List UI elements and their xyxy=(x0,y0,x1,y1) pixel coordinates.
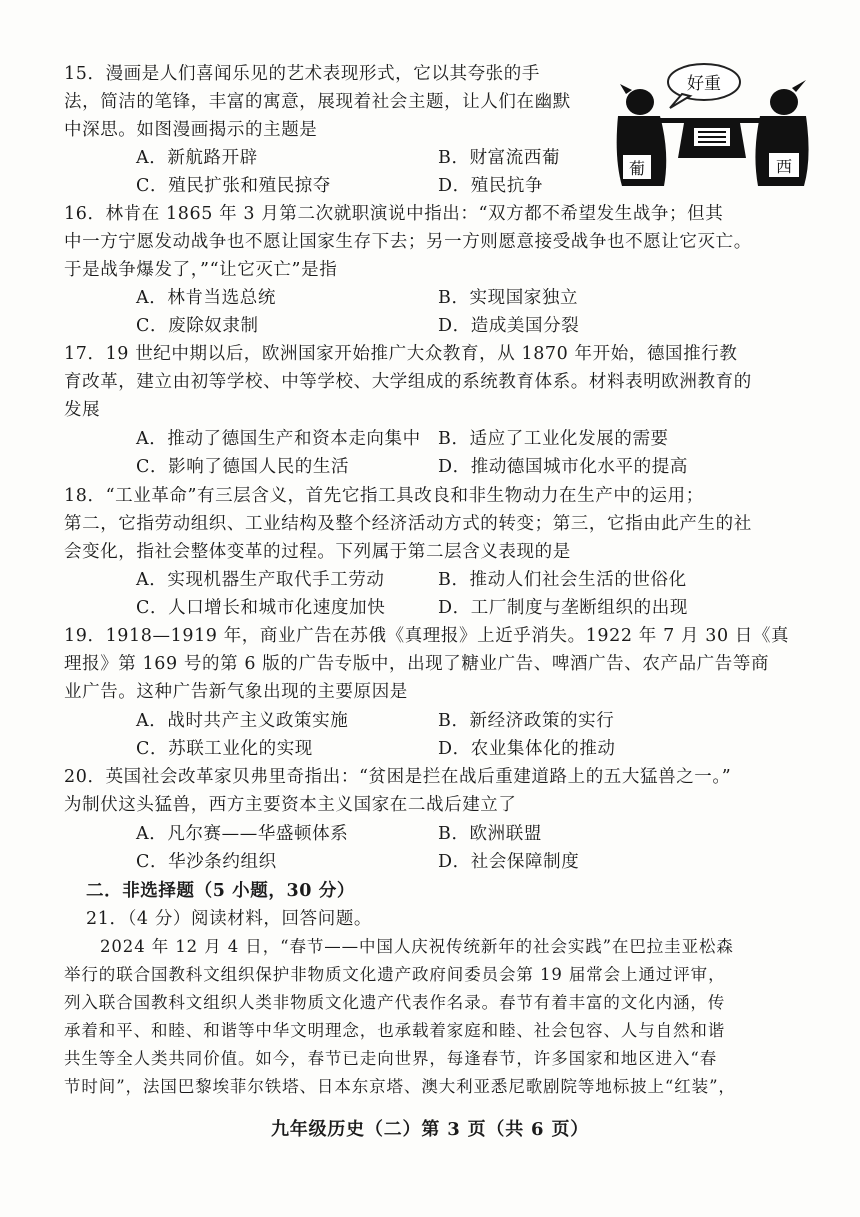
q16-line-1: 16．林肯在 1865 年 3 月第二次就职演说中指出：“双方都不希望发生战争；但其 xyxy=(64,204,724,224)
cartoon-bubble-text: 好重 xyxy=(687,74,721,94)
q16-option-d: D．造成美国分裂 xyxy=(438,316,580,336)
q18-line-3: 会变化，指社会整体变革的过程。下列属于第二层含义表现的是 xyxy=(64,542,571,562)
q16-line-3: 于是战争爆发了，”“让它灭亡”是指 xyxy=(64,260,338,280)
q19-option-d: D．农业集体化的推动 xyxy=(438,739,616,759)
q20-option-d: D．社会保障制度 xyxy=(438,852,580,872)
q16-option-a: A．林肯当选总统 xyxy=(136,288,276,308)
q15-line-3: 中深思。如图漫画揭示的主题是 xyxy=(64,120,318,140)
q21-material-line-2: 举行的联合国教科文组织保护非物质文化遗产政府间委员会第 19 届常会上通过评审， xyxy=(64,965,726,984)
q17-option-d: D．推动德国城市化水平的提高 xyxy=(438,457,688,477)
q19-line-1: 19．1918—1919 年，商业广告在苏俄《真理报》上近乎消失。1922 年 7 月 30 日《真 xyxy=(64,626,790,646)
q20-line-1: 20．英国社会改革家贝弗里奇指出：“贫困是拦在战后重建道路上的五大猛兽之一。” xyxy=(64,767,732,787)
q17-line-1: 17．19 世纪中期以后，欧洲国家开始推广大众教育，从 1870 年开始，德国推行教 xyxy=(64,344,738,364)
cartoon-left-sign: 葡 xyxy=(628,159,646,178)
page-footer: 九年级历史（二）第 3 页（共 6 页） xyxy=(270,1119,590,1140)
q15-line-2: 法，简洁的笔锋，丰富的寓意，展现着社会主题，让人们在幽默 xyxy=(64,92,571,112)
q15-option-b: B．财富流西葡 xyxy=(438,148,561,168)
q18-option-a: A．实现机器生产取代手工劳动 xyxy=(136,570,385,590)
q20-option-c: C．华沙条约组织 xyxy=(136,852,277,872)
cartoon-image xyxy=(612,58,812,198)
q18-option-b: B．推动人们社会生活的世俗化 xyxy=(438,570,687,590)
q15-line-1: 15．漫画是人们喜闻乐见的艺术表现形式，它以其夸张的手 xyxy=(64,64,540,84)
q21-material-line-1: 2024 年 12 月 4 日，“春节——中国人庆祝传统新年的社会实践”在巴拉圭亚松森 xyxy=(100,937,734,956)
q17-option-b: B．适应了工业化发展的需要 xyxy=(438,429,669,449)
q17-option-c: C．影响了德国人民的生活 xyxy=(136,457,350,477)
q18-line-2: 第二，它指劳动组织、工业结构及整个经济活动方式的转变；第三，它指由此产生的社 xyxy=(64,514,752,534)
q21-material-line-6: 节时间”，法国巴黎埃菲尔铁塔、日本东京塔、澳大利亚悉尼歌剧院等地标披上“红装”， xyxy=(64,1077,736,1096)
q15-option-d: D．殖民抗争 xyxy=(438,176,544,196)
q17-line-2: 育改革，建立由初等学校、中等学校、大学组成的系统教育体系。材料表明欧洲教育的 xyxy=(64,372,752,392)
q20-option-b: B．欧洲联盟 xyxy=(438,824,542,844)
q21-material-line-5: 共生等全人类共同价值。如今，春节已走向世界，每逢春节，许多国家和地区进入“春 xyxy=(64,1049,718,1068)
q18-option-c: C．人口增长和城市化速度加快 xyxy=(136,598,386,618)
q18-line-1: 18．“工业革命”有三层含义，首先它指工具改良和非生物动力在生产中的运用； xyxy=(64,486,704,506)
q16-option-b: B．实现国家独立 xyxy=(438,288,579,308)
q19-option-b: B．新经济政策的实行 xyxy=(438,711,615,731)
q21-prompt: 21．（4 分）阅读材料，回答问题。 xyxy=(86,909,373,929)
q18-option-d: D．工厂制度与垄断组织的出现 xyxy=(438,598,688,618)
cartoon-right-sign: 西 xyxy=(775,157,793,176)
q19-line-3: 业广告。这种广告新气象出现的主要原因是 xyxy=(64,682,408,702)
q19-option-a: A．战时共产主义政策实施 xyxy=(136,711,349,731)
q16-line-2: 中一方宁愿发动战争也不愿让国家生存下去；另一方则愿意接受战争也不愿让它灭亡。 xyxy=(64,232,752,252)
q21-material-line-3: 列入联合国教科文组织人类非物质文化遗产代表作名录。春节有着丰富的文化内涵，传 xyxy=(64,993,726,1012)
q20-option-a: A．凡尔赛——华盛顿体系 xyxy=(136,824,349,844)
q21-material-line-4: 承着和平、和睦、和谐等中华文明理念，也承载着家庭和睦、社会包容、人与自然和谐 xyxy=(64,1021,726,1040)
q15-option-c: C．殖民扩张和殖民掠夺 xyxy=(136,176,331,196)
q16-option-c: C．废除奴隶制 xyxy=(136,316,259,336)
q20-line-2: 为制伏这头猛兽，西方主要资本主义国家在二战后建立了 xyxy=(64,795,517,815)
q17-option-a: A．推动了德国生产和资本走向集中 xyxy=(136,429,421,449)
q17-line-3: 发展 xyxy=(64,400,101,420)
q19-option-c: C．苏联工业化的实现 xyxy=(136,739,313,759)
q15-option-a: A．新航路开辟 xyxy=(136,148,258,168)
q19-line-2: 理报》第 169 号的第 6 版的广告专版中，出现了糖业广告、啤酒广告、农产品广告等商 xyxy=(64,654,770,674)
section-heading: 二．非选择题（5 小题，30 分） xyxy=(86,881,355,901)
